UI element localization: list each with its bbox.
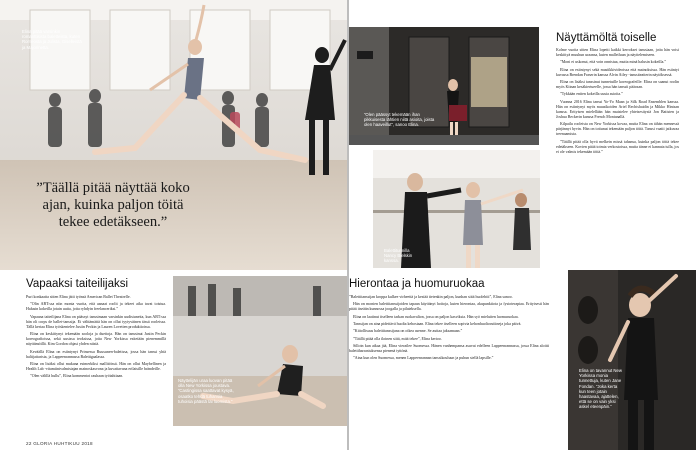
- section-title-hierontaa: Hierontaa ja huomuruokaa: [349, 278, 485, 290]
- paragraph: Puri konkaatta sitten Elina jätti työnsä American Ballet Theatrelle.: [26, 294, 131, 299]
- paragraph: ”Balettitanssijan kroppa kulkee virheettä ja kestää tietenkin paljon, kunhan siitä huolehtii”, Elina sanoo.: [349, 294, 513, 299]
- floor-photo-caption: Näyttelijän uraa luovan pitää olla New Yorkissa joustava. ”Castingissa saattavat kysyä, osaatko tehdä tuhansia tuhoisia päästä tai luomista.”: [178, 378, 234, 404]
- paragraph: ”Täällä pitää olla hyvä melkein missä tahansa, kuinka paljon töitä tekee edetäkseen. Kovien pitää toimia verkostoissa, mutta tänne ei kannata tulla, jos ei ole valmis tekemään töitä.”: [556, 138, 679, 154]
- hero-photo-caption: Elina pitää varsinkin romanttisista baletteista, kuten Romeosta ja Julista, Giselleistä ja Majorinetta.: [22, 29, 82, 50]
- section-nayttamolta-body: [556, 47, 679, 270]
- paragraph: ”Kiitollisuus balettitanssijana on oikea asenne. Se auttaa jaksamaan.”: [353, 328, 463, 334]
- paragraph: Keväällä Elina on esiintynyt Prinsessa Ruusunen-baletissa, jossa hän tanssi yhtä haltijattarista, ja Lappeenrannassa Balettigaalassa.: [26, 348, 166, 359]
- section-vapaaksi-body: [26, 294, 166, 439]
- paragraph: Kilpailu rooleista on New Yorkissa kovaa, mutta Elina on tähän mennessä pärjännyt hyvin. Hän on tottunut tekemään paljon töitä. Tanssi vaatii jatkuvaa treenaamista.: [556, 121, 679, 137]
- paragraph: Elina on lisäksi tanssinut tunnetuille koreografeille: Elina on saanut roolin myös Kiinan kesäkiertueelle, jossa hän tanssii pääosan.: [556, 79, 679, 90]
- portrait-illustration: [568, 270, 696, 450]
- section-title-vapaaksi: Vapaaksi taiteilijaksi: [26, 278, 129, 290]
- portrait-photo-caption: Elina on tavannut New Yorkissa monia tunnettuja, kuten Jane Fondan. ”Joka kerta kun teen jotain haastavaa, ajattelen, että se on vain yksi askel eteenpäin.”: [579, 368, 622, 410]
- storefront-photo-caption: ”Olen päässyt tekemään ihan pikkuisesta lähtien niitä asioita, joista olen haaveillut”, sanoo Elina.: [364, 112, 435, 128]
- page-folio: 22 GLORIA HUHTIKUU 2018: [26, 441, 93, 446]
- paragraph: ”Moni ei uskonut, että voin onnistua, mutta minä halusin kokeilla.”: [560, 59, 667, 65]
- paragraph: ”Olin ABT:ssa niin monta vuotta, että aanaat roolit ja tekeet aika tavat toistua. Halusin kokeilla jotain uutta, jotta ryhdyin freelanceriksi.”: [26, 301, 166, 312]
- paragraph: Tanssijan on aina pidettävä huolta kehostaan. Elina tekee itselleen sopivia kehonhuoltorutiineja joka päivä.: [353, 320, 522, 326]
- paragraph: Hän on monien balettitanssijoiden tapaan käyttänyt hoitoja, kuten hierontaa, akupunktiota ja fysioterapiaa. Erityisesti hän pitää itseään kunnossa joogalla ja pilateksella.: [349, 301, 549, 312]
- paragraph: Elina on laatinut itselleen tarkan ruokavalion, jossa on paljon kasviksia. Hän syö mieluiten luomuruokaa.: [353, 313, 519, 319]
- paragraph: ”Olen välillä hullu”, Elina kommentoi rauhaan työtahtiaan.: [30, 373, 124, 379]
- paragraph: Kolme vuotta sitten Elina lopetti kaikki kerrokset tanssiaan, jotta hän voisi keskittyä muuhun uraansa, kuten malleiluun ja näyttelemiseen.: [556, 47, 679, 58]
- right-page: [349, 0, 696, 450]
- left-page: [0, 0, 347, 450]
- paragraph: Elina on lisäksi ollut mukana esimerkiksi mallitöissä. Hän on ollut Maybellinen ja Health Lab -vitamiinivalmistajan mainoskasvona ja kuvattavana erilaisille brändeille.: [26, 360, 166, 372]
- paragraph: ”Täällä pitää olla iloinen siitä, mitä tekee”, Elina kertoo.: [353, 335, 442, 341]
- paragraph: Vuonna 2016 Elina tanssi Yo-Yo Maan ja Silk Road Ensemblen kanssa. Hän on esiintynyt myös muusikoiden Ariel Rechtshaidin ja Mikko Hintsan kanssa. Erityisen mielellään hän muistelee yhteisesitystä Jon Batisten ja Joshua Beckerin kanssa French Montanallä.: [556, 98, 679, 119]
- portrait-dark-photo: [568, 270, 696, 450]
- paragraph: ”Aina kun olen Suomessa, menen Lappeenrannan tanssikouluun ja puhun siellä lapsille.”: [353, 355, 494, 361]
- section-hierontaa-body: [349, 294, 549, 432]
- paragraph: Elina on keskittynyt tekemään sooloja ja duettoja. Hän on tanssinut Justin Peckin koreografioissa, sekä uusissa teoksissa, joita New Yorkissa esitetään pienemmillä näyttämöillä. Kim Gordon ohjasi yhden niistä.: [26, 331, 166, 347]
- pull-quote: ”Täällä pitää näyttää koko ajan, kuinka paljon töitä tekee edetäkseen.”: [36, 180, 190, 230]
- paragraph: Vapaana taiteilijana Elina on päässyt tanssimaan varsinkin uudistuneita, kun ABT:ssa hän oli corps de ballet-tanssija. Ei välttämättä hän on ollut tyytyväinen tässä rooleissa. Tällä kertaa Elina työskentelee Justin Peckin ja Lauren Lovetten produktioissa.: [26, 313, 166, 329]
- section-title-nayttamolta: Näyttämöltä toiselle: [556, 32, 657, 44]
- paragraph: Elina on esiintynyt sekä musiikkivideoissa että mainoksissa. Hän esiintyi kuvassa Brendan Fraserin kanssa Alvin Ailey -tanssiteatterin näytöksessä.: [556, 66, 679, 77]
- paragraph: Silloin kun aikaa jää, Elina vierailee Suomessa. Hänen vanhempansa asuvat edelleen Lappeenrannassa, jossa Elina aloitti balettiharrastuksensa pienenä tyttönä.: [349, 342, 549, 353]
- paragraph: ”Tykkään eniten kokeilla uusia asioita.”: [560, 91, 623, 97]
- ballet-class-caption: Balettitunnilla Nancy Bielskin kanssa.: [384, 248, 413, 264]
